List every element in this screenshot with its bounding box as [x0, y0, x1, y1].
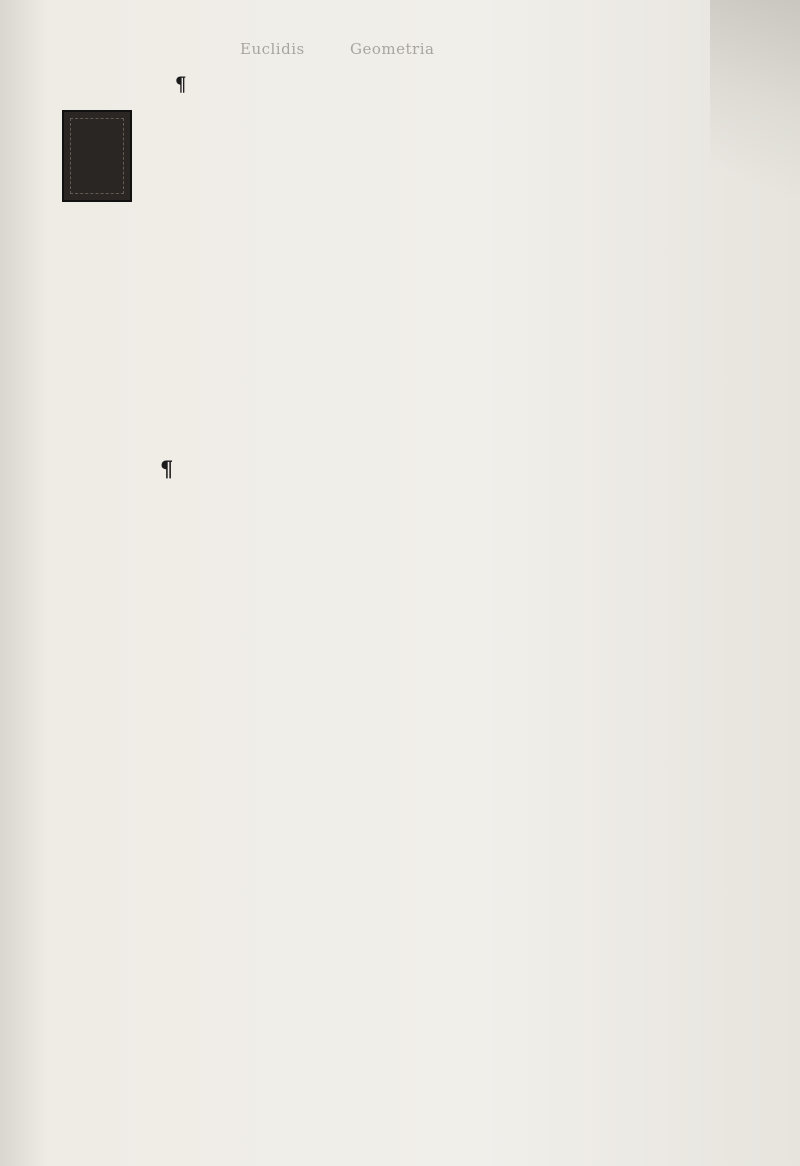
bleed-through-text: Euclidis — [240, 40, 305, 58]
pilcrow-icon: ¶ — [175, 72, 187, 96]
pilcrow-icon: ¶ — [160, 456, 176, 481]
bleed-through-text: Geometria — [350, 40, 435, 58]
